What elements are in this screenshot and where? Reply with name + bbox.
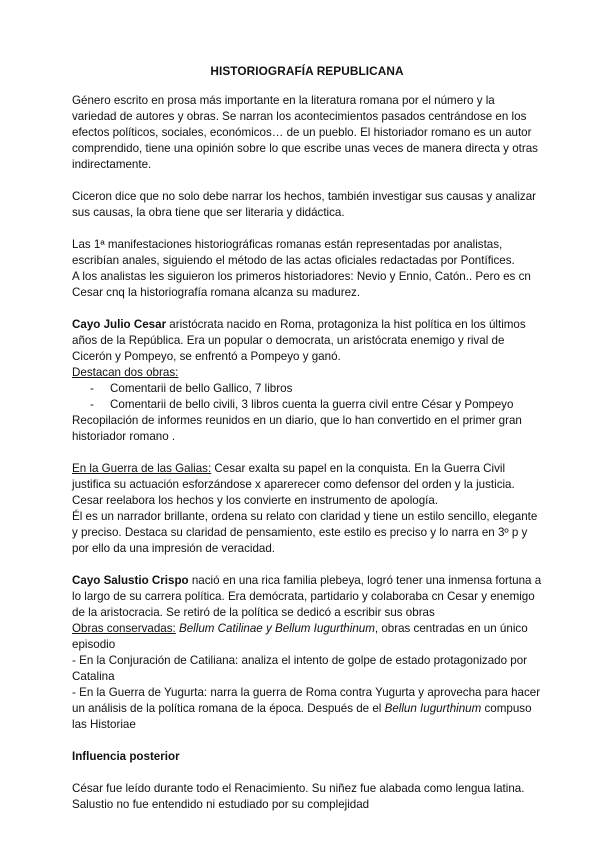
primeras-paragraph-2: A los analistas les siguieron los primeros historiadores: Nevio y Ennio, Catón.. Pero es cn Cesar cnq la historiografía romana alcanza su madurez.: [72, 270, 531, 299]
primeras-paragraph-1: Las 1ª manifestaciones historiográficas romanas están representadas por analistas, escribían anales, siguiendo el método de las actas oficiales redactadas por Pontífices.: [72, 238, 515, 267]
cesar-obras-label-text: Destacan dos obras:: [72, 366, 179, 379]
page-title: HISTORIOGRAFÍA REPUBLICANA: [210, 64, 404, 78]
salustio-obras-titles: Bellum Catilinae y Bellum Iugurthinum: [178, 622, 375, 635]
intro-paragraph: Género escrito en prosa más importante en la literatura romana por el número y la variedad de autores y obras. Se narran los acontecimientos pasados centrándose en los efectos políticos, sociales, económicos… de un pueblo. El historiador romano es un autor comprendido, tiene una opinión sobre lo que escribe unas veces de manera directa y otras indirectamente.: [72, 94, 538, 171]
cesar-desc: aristócrata nacido en Roma, protagoniza la hist política en los últimos años de la República. Era un popular o democrata, un aristócrata enemigo y rival de Cicerón y Pompeyo, se enfrentó a Pompeyo y ganó.: [72, 318, 526, 363]
galias-label: En la Guerra de las Galias:: [72, 462, 212, 475]
cesar-estilo: Él es un narrador brillante, ordena su relato con claridad y tiene un estilo sencillo, elegante y preciso. Destaca su claridad de pensamiento, este estilo es preciso y lo narra en 3º p y por ello da una impresión de veracidad.: [72, 510, 538, 555]
ciceron-paragraph: Ciceron dice que no solo debe narrar los hechos, también investigar sus causas y analizar sus causas, la obra tiene que ser literaria y didáctica.: [72, 190, 537, 219]
galias-paragraph: [72, 461, 542, 509]
salustio-yugurta-title: Bellun Iugurthinum: [384, 702, 482, 715]
salustio-catilina: - En la Conjuración de Catiliana: analiza el intento de golpe de estado protagonizado por Catalina: [72, 654, 528, 683]
salustio-paragraph: [72, 573, 542, 621]
cesar-obras-label: [72, 365, 542, 381]
document-page: [72, 63, 542, 813]
influencia-heading: Influencia posterior: [72, 750, 180, 763]
salustio-name: Cayo Salustio Crispo: [72, 574, 189, 587]
galias-text: Cesar exalta su papel en la conquista. En la Guerra Civil justifica su actuación esforzándose x aparerecer como defensor del orden y la justicia. Cesar reelabora los hechos y los convierte en instrumento de apología.: [72, 462, 515, 507]
salustio-yugurta-text: - En la Guerra de Yugurta: narra la guerra de Roma contra Yugurta y aprovecha para hacer un análisis de la política romana de la época. Después de el: [72, 686, 541, 715]
list-item: - Comentarii de bello Gallico, 7 libros: [90, 381, 542, 397]
influencia-paragraph: César fue leído durante todo el Renacimiento. Su niñez fue alabada como lengua latina. Salustio no fue entendido ni estudiado por su complejidad: [72, 782, 525, 811]
salustio-yugurta: [72, 685, 542, 733]
cesar-paragraph: [72, 317, 542, 365]
cesar-recopilacion: Recopilación de informes reunidos en un diario, que lo han convertido en el primer gran historiador romano .: [72, 414, 522, 443]
salustio-obras-rest: , obras centradas en un único episodio: [72, 622, 528, 651]
list-item: - Comentarii de bello civili, 3 libros cuenta la guerra civil entre César y Pompeyo: [90, 397, 542, 413]
salustio-obras-label: Obras conservadas:: [72, 622, 176, 635]
salustio-yugurta-end: compuso las Historiae: [72, 702, 532, 731]
salustio-desc: nació en una rica familia plebeya, logró tener una inmensa fortuna a lo largo de su carrera política. Era demócrata, partidario y colaboraba cn Cesar y enemigo de la aristocracia. Se retiró de la política se dedicó a escribir sus obras: [72, 574, 542, 619]
salustio-obras: [72, 621, 542, 653]
cesar-name: Cayo Julio Cesar: [72, 318, 167, 331]
cesar-obras-list: [72, 381, 542, 413]
